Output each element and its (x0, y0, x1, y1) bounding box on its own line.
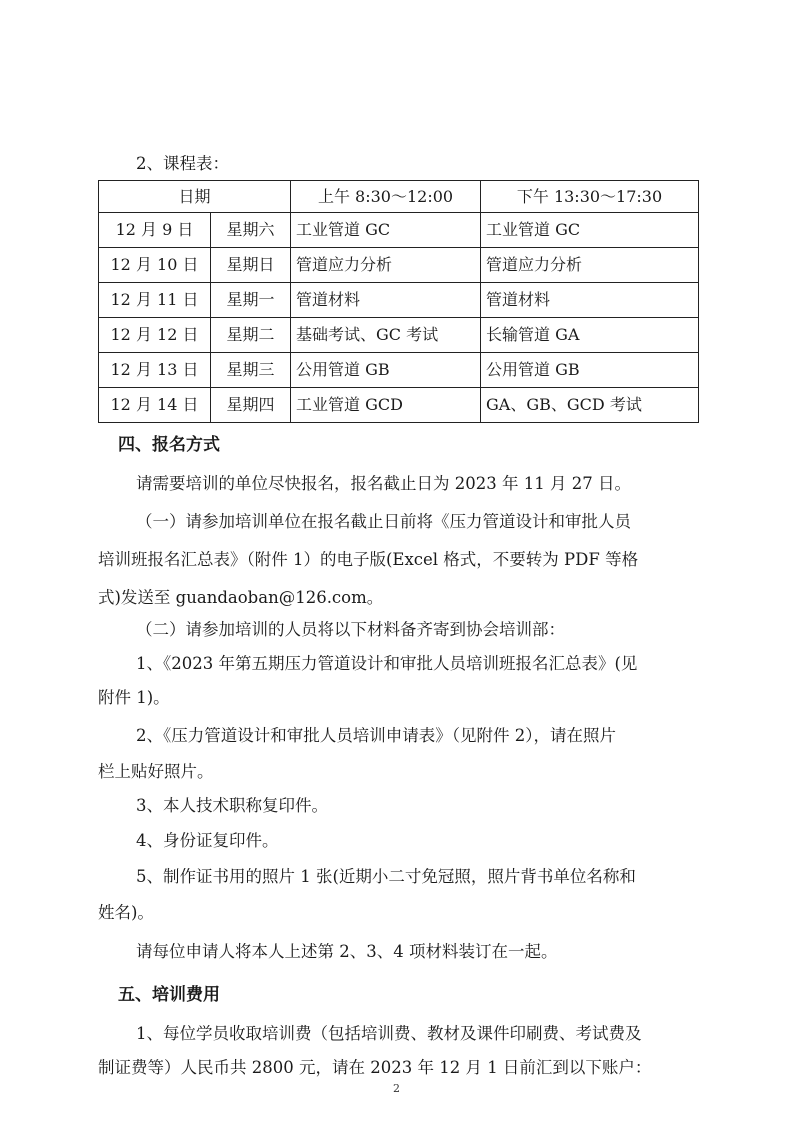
cell-afternoon: 公用管道 GB (481, 353, 699, 388)
section4-paragraph: （二）请参加培训的人员将以下材料备齐寄到协会培训部： (136, 620, 565, 639)
cell-date: 12 月 10 日 (99, 248, 211, 283)
section5-paragraph: 制证费等）人民币共 2800 元，请在 2023 年 12 月 1 日前汇到以下账户： (98, 1058, 652, 1077)
list-item: 3、本人技术职称复印件。 (136, 796, 328, 815)
cell-date: 12 月 11 日 (99, 283, 211, 318)
table-row (99, 248, 699, 283)
cell-date: 12 月 12 日 (99, 318, 211, 353)
header-afternoon: 下午 13:30～17:30 (481, 181, 699, 213)
cell-weekday: 星期六 (211, 213, 291, 248)
page-number: 2 (393, 1082, 400, 1095)
cell-afternoon: GA、GB、GCD 考试 (481, 388, 699, 423)
list-item: 附件 1)。 (98, 688, 170, 707)
cell-afternoon: 长输管道 GA (481, 318, 699, 353)
section4-heading: 四、报名方式 (118, 435, 220, 455)
table-row (99, 283, 699, 318)
cell-morning: 公用管道 GB (291, 353, 481, 388)
cell-weekday: 星期三 (211, 353, 291, 388)
section4-paragraph: （一）请参加培训单位在报名截止日前将《压力管道设计和审批人员 (136, 512, 631, 531)
table-row (99, 318, 699, 353)
header-date: 日期 (99, 181, 291, 213)
section5-heading: 五、培训费用 (118, 985, 220, 1005)
section4-paragraph: 请需要培训的单位尽快报名，报名截止日为 2023 年 11 月 27 日。 (136, 474, 631, 493)
cell-weekday: 星期一 (211, 283, 291, 318)
schedule-table (98, 180, 699, 423)
section4-paragraph: 式)发送至 guandaoban@126.com。 (98, 588, 384, 607)
cell-morning: 管道材料 (291, 283, 481, 318)
list-item: 栏上贴好照片。 (98, 762, 214, 781)
section4-paragraph: 请每位申请人将本人上述第 2、3、4 项材料装订在一起。 (136, 942, 558, 961)
list-item: 1、《2023 年第五期压力管道设计和审批人员培训班报名汇总表》(见 (136, 654, 638, 673)
table-row (99, 213, 699, 248)
section4-paragraph: 培训班报名汇总表》（附件 1）的电子版(Excel 格式，不要转为 PDF 等格 (98, 550, 639, 569)
cell-date: 12 月 14 日 (99, 388, 211, 423)
cell-weekday: 星期二 (211, 318, 291, 353)
list-item: 5、制作证书用的照片 1 张(近期小二寸免冠照，照片背书单位名称和 (136, 867, 636, 886)
table-row (99, 353, 699, 388)
cell-afternoon: 管道材料 (481, 283, 699, 318)
cell-weekday: 星期日 (211, 248, 291, 283)
schedule-section-title: 2、课程表： (136, 154, 229, 173)
table-header-row (99, 181, 699, 213)
cell-weekday: 星期四 (211, 388, 291, 423)
cell-date: 12 月 13 日 (99, 353, 211, 388)
section5-paragraph: 1、每位学员收取培训费（包括培训费、教材及课件印刷费、考试费及 (136, 1024, 642, 1043)
cell-afternoon: 管道应力分析 (481, 248, 699, 283)
header-morning: 上午 8:30～12:00 (291, 181, 481, 213)
list-item: 4、身份证复印件。 (136, 831, 279, 850)
cell-morning: 工业管道 GC (291, 213, 481, 248)
cell-morning: 工业管道 GCD (291, 388, 481, 423)
cell-afternoon: 工业管道 GC (481, 213, 699, 248)
cell-morning: 基础考试、GC 考试 (291, 318, 481, 353)
cell-date: 12 月 9 日 (99, 213, 211, 248)
list-item: 姓名)。 (98, 903, 154, 922)
table-row (99, 388, 699, 423)
cell-morning: 管道应力分析 (291, 248, 481, 283)
list-item: 2、《压力管道设计和审批人员培训申请表》（见附件 2），请在照片 (136, 726, 616, 745)
